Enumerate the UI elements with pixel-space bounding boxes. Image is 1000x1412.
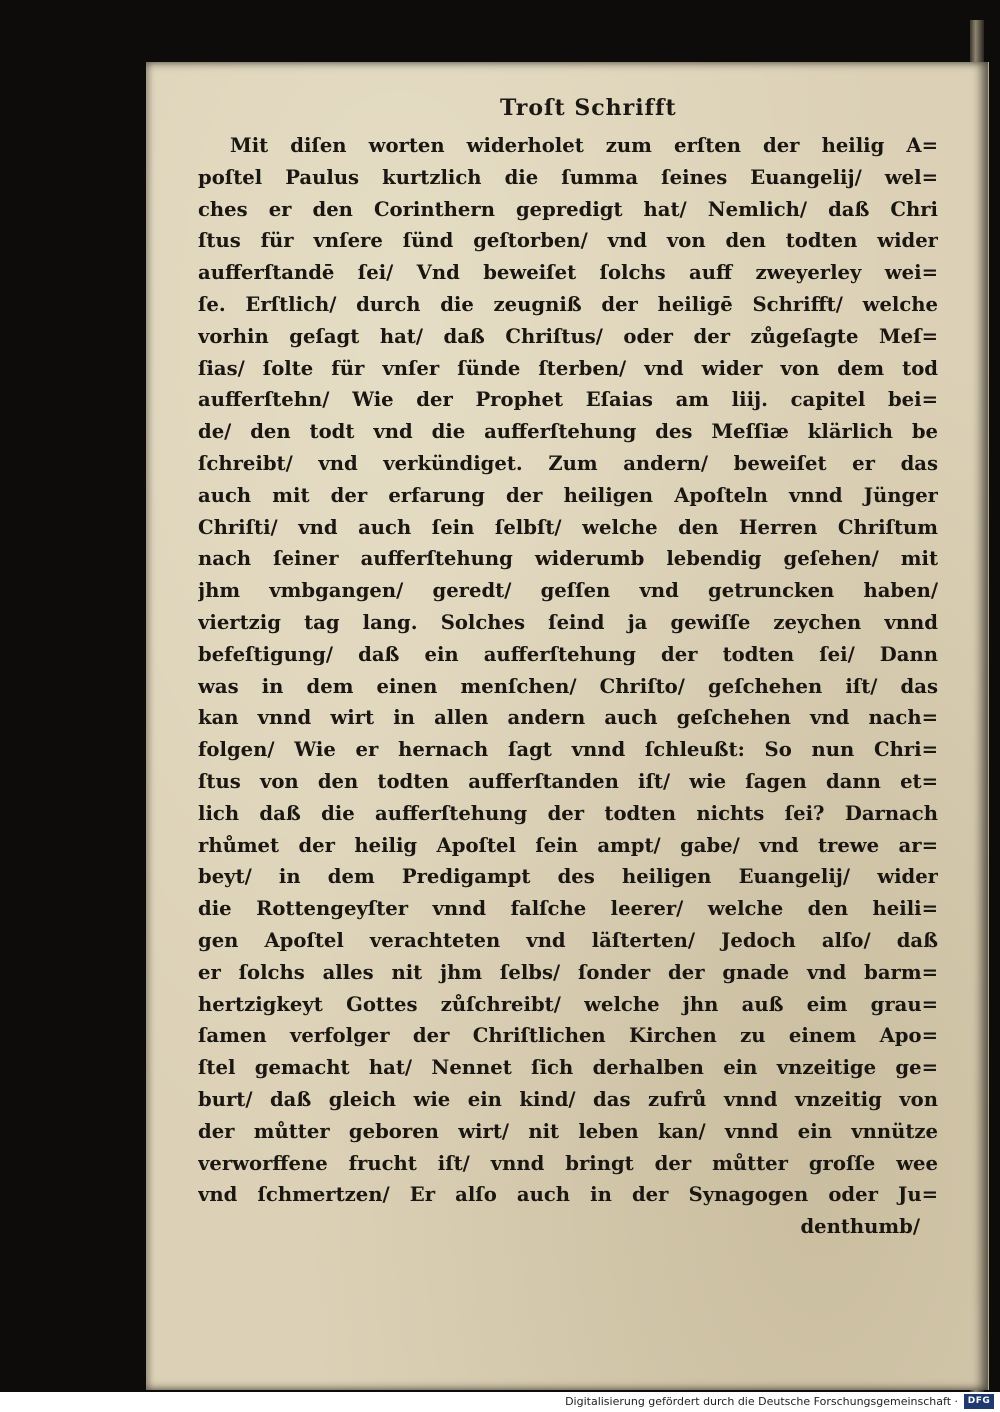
dfg-logo[interactable]: DFG [964, 1394, 994, 1409]
text-line: der můtter geboren wirt/ nit leben kan/ vnnd ein vnnütze [198, 1119, 938, 1143]
text-line: befeſtigung/ daß ein aufferſtehung der todten ſei/ Dann [198, 642, 938, 666]
text-line: vnd ſchmertzen/ Er alſo auch in der Synagogen oder Ju= [198, 1183, 938, 1207]
body-text [198, 130, 938, 1243]
text-line: aufferſtandē ſei/ Vnd beweiſet ſolchs auff zweyerley wei= [198, 261, 938, 285]
text-line: Mit diſen worten widerholet zum erſten der heilig A= [230, 134, 938, 157]
text-line: burt/ daß gleich wie ein kind/ das zufrů vnnd vnzeitig von [198, 1087, 938, 1111]
text-line: ſias/ ſolte für vnſer ſünde ſterben/ vnd wider von dem tod [198, 356, 938, 380]
text-line: beyt/ in dem Predigampt des heiligen Euangelij/ wider [198, 865, 938, 889]
catchword-line: denthumb/ [800, 1215, 920, 1239]
text-line: aufferſtehn/ Wie der Prophet Eſaias am liij. capitel bei= [198, 388, 938, 412]
text-line: ſchreibt/ vnd verkündiget. Zum andern/ beweiſet er das [198, 451, 938, 475]
text-line: ſamen verfolger der Chriſtlichen Kirchen zu einem Apo= [198, 1024, 938, 1048]
text-line: ſtus von den todten aufferſtanden iſt/ wie ſagen dann et= [198, 769, 938, 793]
text-line: ſtus für vnſere ſünd geſtorben/ vnd von den todten wider [198, 229, 938, 253]
text-line: poſtel Paulus kurtzlich die ſumma ſeines Euangelij/ wel= [198, 165, 938, 189]
funding-credit: Digitalisierung gefördert durch die Deutsche Forschungsgemeinschaft · [565, 1395, 958, 1408]
text-line: kan vnnd wirt in allen andern auch geſchehen vnd nach= [198, 706, 938, 730]
text-line: verworffene frucht iſt/ vnnd bringt der můtter groſſe wee [198, 1151, 938, 1175]
text-line: nach ſeiner aufferſtehung widerumb lebendig geſehen/ mit [198, 547, 938, 571]
text-line: de/ den todt vnd die aufferſtehung des Meſſiæ klärlich be [198, 420, 938, 444]
running-head: Troſt Schrifft [500, 95, 677, 121]
text-line: was in dem einen menſchen/ Chriſto/ geſchehen iſt/ das [198, 674, 938, 698]
text-line: Chriſti/ vnd auch ſein ſelbſt/ welche den Herren Chriſtum [198, 515, 938, 539]
text-line: ſtel gemacht hat/ Nennet ſich derhalben ein vnzeitige ge= [198, 1056, 938, 1080]
text-line: auch mit der erfarung der heiligen Apoſteln vnnd Jünger [198, 483, 938, 507]
text-line: folgen/ Wie er hernach ſagt vnnd ſchleußt: So nun Chri= [198, 738, 938, 762]
text-line: jhm vmbgangen/ geredt/ geſſen vnd getruncken haben/ [198, 579, 938, 603]
footer-bar [0, 1392, 1000, 1412]
text-line: ſe. Erſtlich/ durch die zeugniß der heiligē Schrifft/ welche [198, 292, 938, 316]
text-line: hertzigkeyt Gottes zůſchreibt/ welche jhn auß eim grau= [198, 992, 938, 1016]
text-line: er ſolchs alles nit jhm ſelbs/ ſonder der gnade vnd barm= [198, 960, 938, 984]
text-line: die Rottengeyſter vnnd falſche leerer/ welche den heili= [198, 897, 938, 921]
text-line: lich daß die aufferſtehung der todten nichts ſei? Darnach [198, 801, 938, 825]
text-line: ches er den Corinthern gepredigt hat/ Nemlich/ daß Chri [198, 197, 938, 221]
text-line: rhůmet der heilig Apoſtel ſein ampt/ gabe/ vnd trewe ar= [198, 833, 938, 857]
text-line: gen Apoſtel verachteten vnd läſterten/ Jedoch alſo/ daß [198, 928, 938, 952]
text-line: viertzig tag lang. Solches ſeind ja gewiſſe zeychen vnnd [198, 610, 938, 634]
text-line: vorhin geſagt hat/ daß Chriſtus/ oder der zůgeſagte Meſ= [198, 324, 938, 348]
